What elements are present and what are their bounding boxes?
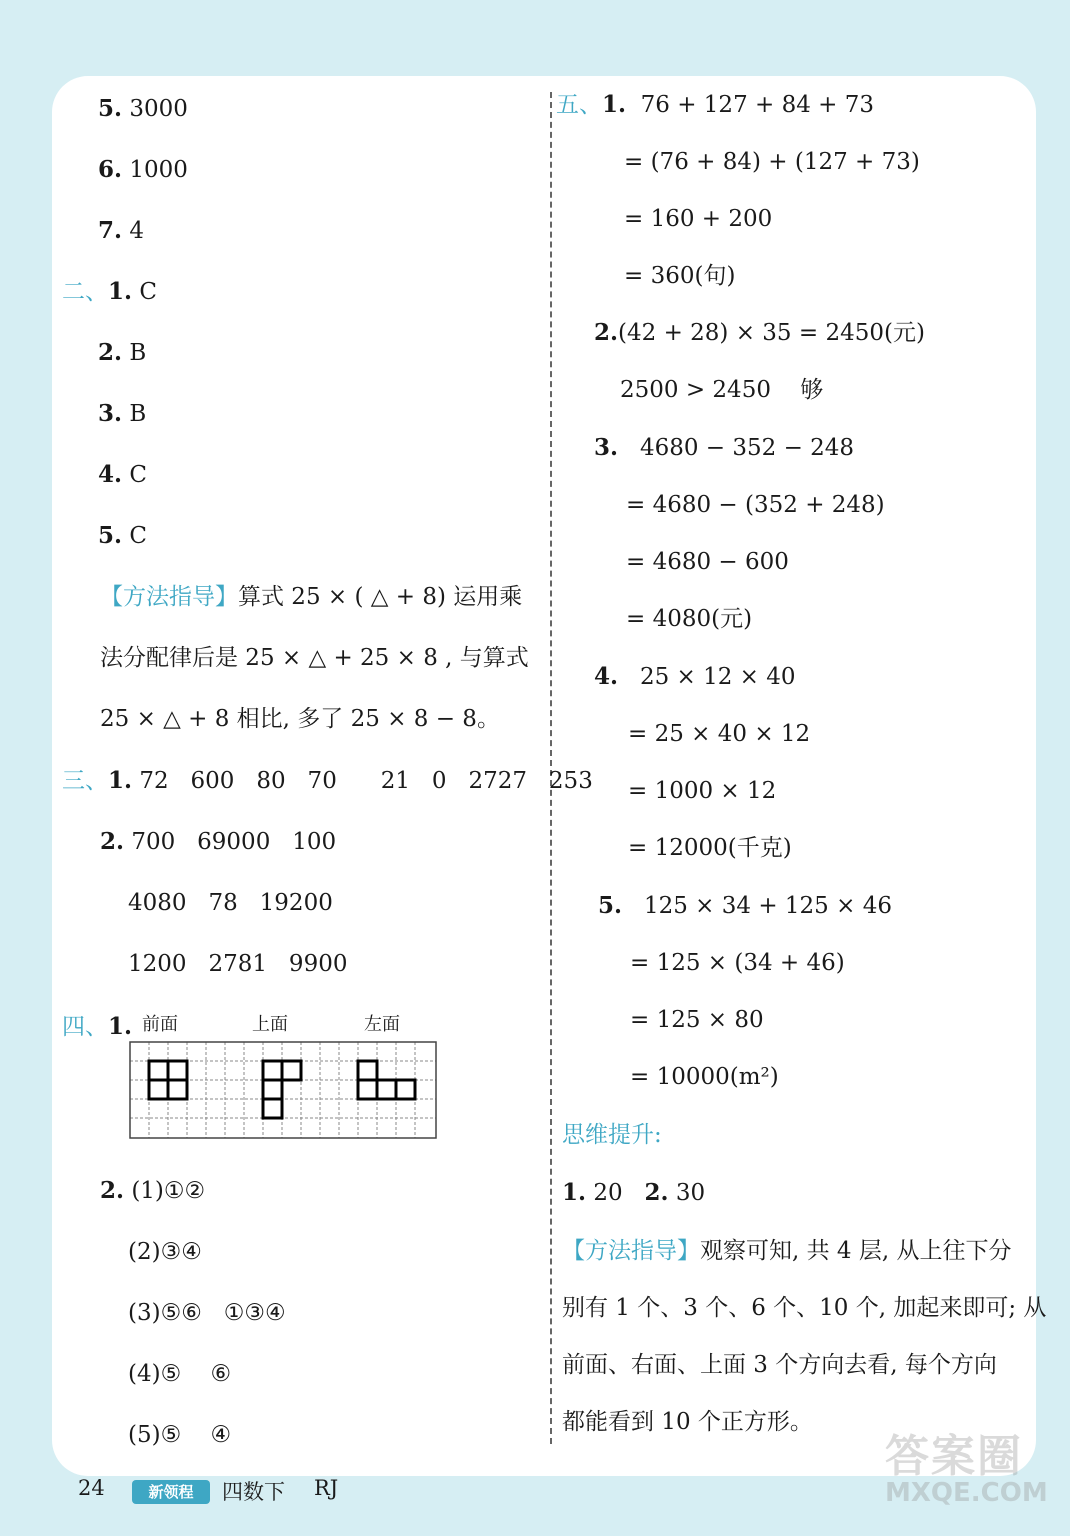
answer-line: 6. 1000: [98, 156, 188, 183]
watermark-logo: [885, 1420, 1055, 1520]
view-grid: [128, 1010, 440, 1142]
answer-line: 5. 3000: [98, 95, 188, 122]
calc-line: = 125 × 80: [630, 1007, 764, 1033]
answer-line: 4. C: [98, 461, 147, 488]
answer-line: 5. C: [98, 522, 147, 549]
method-guide-line: 前面、右面、上面 3 个方向去看, 每个方向: [562, 1352, 997, 1378]
calc-line: = 25 × 40 × 12: [628, 721, 811, 747]
answer-line: 2. (1)①②: [100, 1177, 206, 1204]
grid-label-front: 前面: [142, 1014, 178, 1035]
method-guide-line: 都能看到 10 个正方形。: [562, 1409, 813, 1435]
top-view-shape: [263, 1061, 301, 1118]
calc-line: = 10000(m²): [630, 1064, 779, 1090]
answer-line: 2. B: [98, 339, 147, 366]
answer-line: 1200 2781 9900: [128, 951, 348, 977]
calc-line: = 4680 − (352 + 248): [626, 492, 885, 518]
method-guide-line: 别有 1 个、3 个、6 个、10 个, 加起来即可; 从: [562, 1295, 1047, 1321]
page-number: 24: [78, 1476, 105, 1500]
subject-label: 四数下: [222, 1480, 285, 1504]
answer-line: (2)③④: [128, 1239, 202, 1265]
section-four: 四、1.: [62, 1013, 133, 1040]
section-three: 三、1. 72 600 80 70 21 0 2727 253: [62, 767, 593, 794]
edition-label: RJ: [314, 1476, 339, 1500]
calc-line: = 4080(元): [626, 606, 753, 632]
answer-line: (3)⑤⑥ ①③④: [128, 1300, 286, 1326]
calc-line: = (76 + 84) + (127 + 73): [624, 149, 920, 175]
calc-line: = 4680 − 600: [626, 549, 789, 575]
answer-line: 3. B: [98, 400, 147, 427]
method-guide-line: 法分配律后是 25 × △ + 25 × 8 , 与算式: [100, 645, 529, 671]
thinking-heading: 思维提升:: [562, 1122, 662, 1148]
method-guide-line: 25 × △ + 8 相比, 多了 25 × 8 − 8。: [100, 706, 500, 732]
answer-line: 2. 700 69000 100: [100, 828, 337, 855]
watermark-url: MXQE.COM: [885, 1478, 1048, 1508]
calc-line: = 1000 × 12: [628, 778, 777, 804]
method-guide: 【方法指导】观察可知, 共 4 层, 从上往下分: [562, 1238, 1012, 1264]
answer-line: 4080 78 19200: [128, 890, 333, 916]
answer-line: (4)⑤ ⑥: [128, 1361, 232, 1387]
calc-line: 2500 > 2450 够: [620, 377, 824, 403]
view-grid-figure: [128, 1010, 440, 1142]
section-five: 五、1. 76 + 127 + 84 + 73: [556, 91, 875, 118]
watermark-text: 答案圈: [885, 1431, 1023, 1482]
method-guide: 【方法指导】算式 25 × ( △ + 8) 运用乘: [100, 584, 523, 610]
answer-line: (5)⑤ ④: [128, 1422, 232, 1448]
grid-label-left: 左面: [364, 1014, 400, 1035]
calc-line: 4. 25 × 12 × 40: [594, 663, 796, 690]
calc-line: = 360(句): [624, 263, 736, 289]
grid-label-top: 上面: [252, 1014, 288, 1035]
front-view-shape: [149, 1061, 187, 1099]
calc-line: = 160 + 200: [624, 206, 773, 232]
calc-line: 5. 125 × 34 + 125 × 46: [598, 892, 892, 919]
calc-line: = 125 × (34 + 46): [630, 950, 845, 976]
calc-line: = 12000(千克): [628, 835, 792, 861]
calc-line: 2.(42 + 28) × 35 = 2450(元): [594, 319, 925, 346]
left-view-shape: [358, 1061, 415, 1099]
answer-line: 7. 4: [98, 217, 144, 244]
section-two: 二、1. C: [62, 278, 157, 305]
brand-badge: 新领程: [132, 1480, 210, 1504]
thinking-answers: 1. 20 2. 30: [562, 1179, 706, 1206]
calc-line: 3. 4680 − 352 − 248: [594, 434, 855, 461]
